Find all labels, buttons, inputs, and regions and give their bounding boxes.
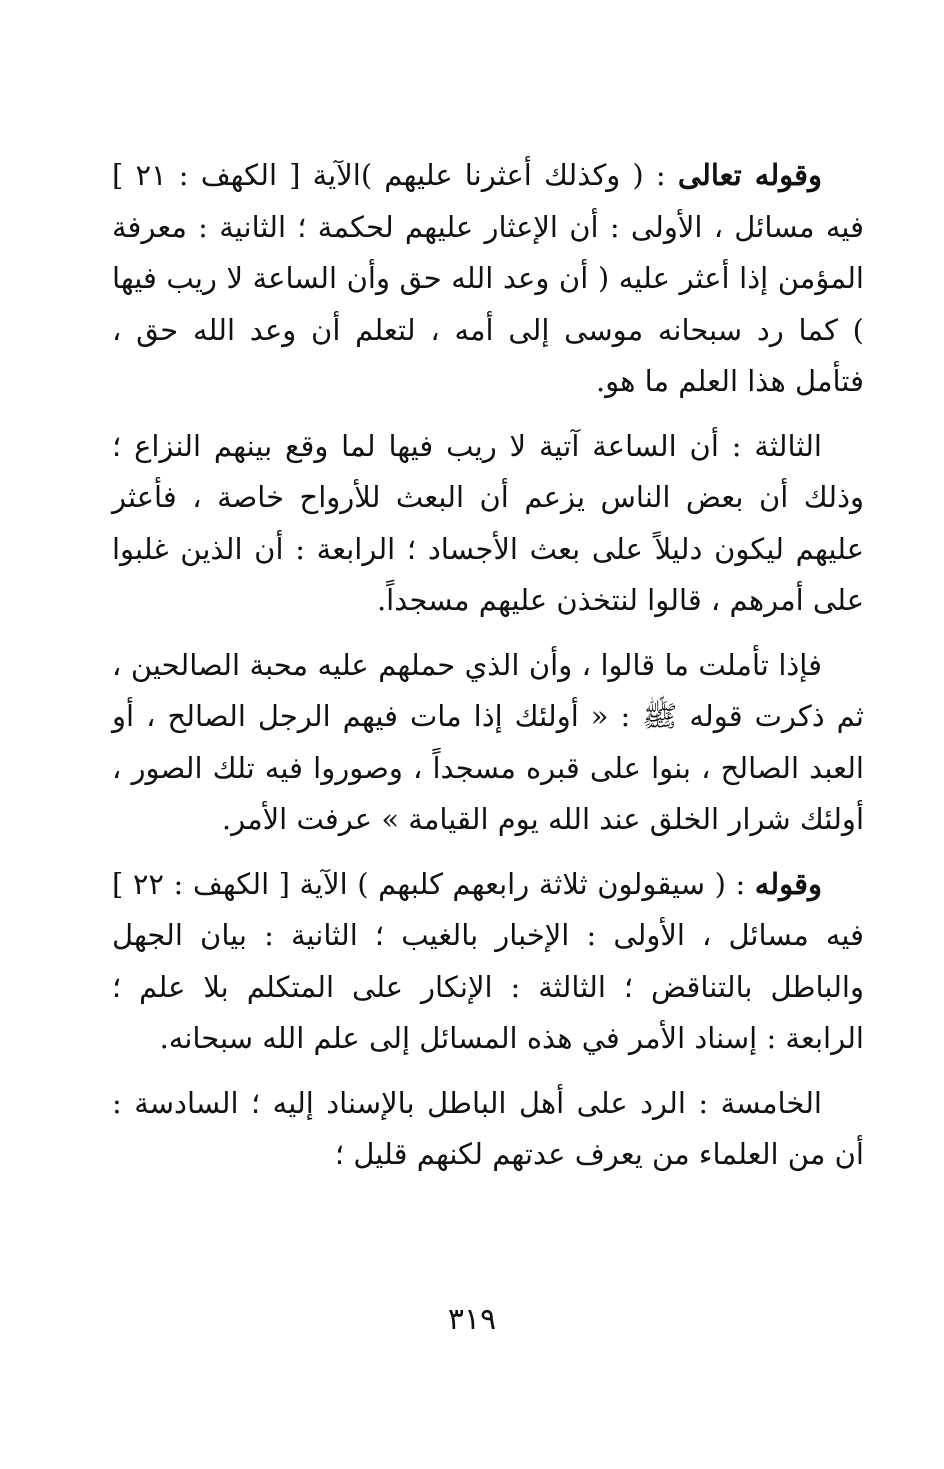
paragraph-4	[112, 859, 864, 1065]
paragraph-1-lead: وقوله تعالى	[677, 158, 822, 192]
paragraph-4-body: : ( سيقولون ثلاثة رابعهم كلبهم ) الآية [ الكهف : ٢٢ ] فيه مسائل ، الأولى : الإخبار بالغيب ؛ الثانية : بيان الجهل والباطل بالتناقض ؛ الثالثة : الإنكار على المتكلم بلا علم ؛ الرابعة : إسناد الأمر في هذه المسائل إلى علم الله سبحانه.	[112, 866, 864, 1055]
paragraph-1	[112, 150, 864, 408]
paragraph-1-body: : ( وكذلك أعثرنا عليهم )الآية [ الكهف : ٢١ ] فيه مسائل ، الأولى : أن الإعثار عليهم لحكمة ؛ الثانية : معرفة المؤمن إذا أعثر عليه ( أن وعد الله حق وأن الساعة لا ريب فيها ) كما رد سبحانه موسى إلى أمه ، لتعلم أن وعد الله حق ، فتأمل هذا العلم ما هو.	[112, 158, 864, 398]
page-number: ٣١٩	[447, 1302, 497, 1337]
paragraph-2	[112, 421, 864, 627]
body-text	[112, 150, 864, 1181]
paragraph-3-body: فإذا تأملت ما قالوا ، وأن الذي حملهم عليه محبة الصالحين ، ثم ذكرت قوله ﷺ : « أولئك إذا مات فيهم الرجل الصالح ، أو العبد الصالح ، بنوا على قبره مسجداً ، وصوروا فيه تلك الصور ، أولئك شرار الخلق عند الله يوم القيامة » عرفت الأمر.	[112, 647, 864, 836]
paragraph-5	[112, 1078, 864, 1181]
paragraph-3	[112, 640, 864, 846]
paragraph-4-lead: وقوله	[754, 866, 822, 901]
paragraph-2-body: الثالثة : أن الساعة آتية لا ريب فيها لما وقع بينهم النزاع ؛ وذلك أن بعض الناس يزعم أن البعث للأرواح خاصة ، فأعثر عليهم ليكون دليلاً على بعث الأجساد ؛ الرابعة : أن الذين غلبوا على أمرهم ، قالوا لنتخذن عليهم مسجداً.	[112, 428, 864, 617]
paragraph-5-body: الخامسة : الرد على أهل الباطل بالإسناد إليه ؛ السادسة : أن من العلماء من يعرف عدتهم لكنهم قليل ؛	[112, 1085, 864, 1171]
